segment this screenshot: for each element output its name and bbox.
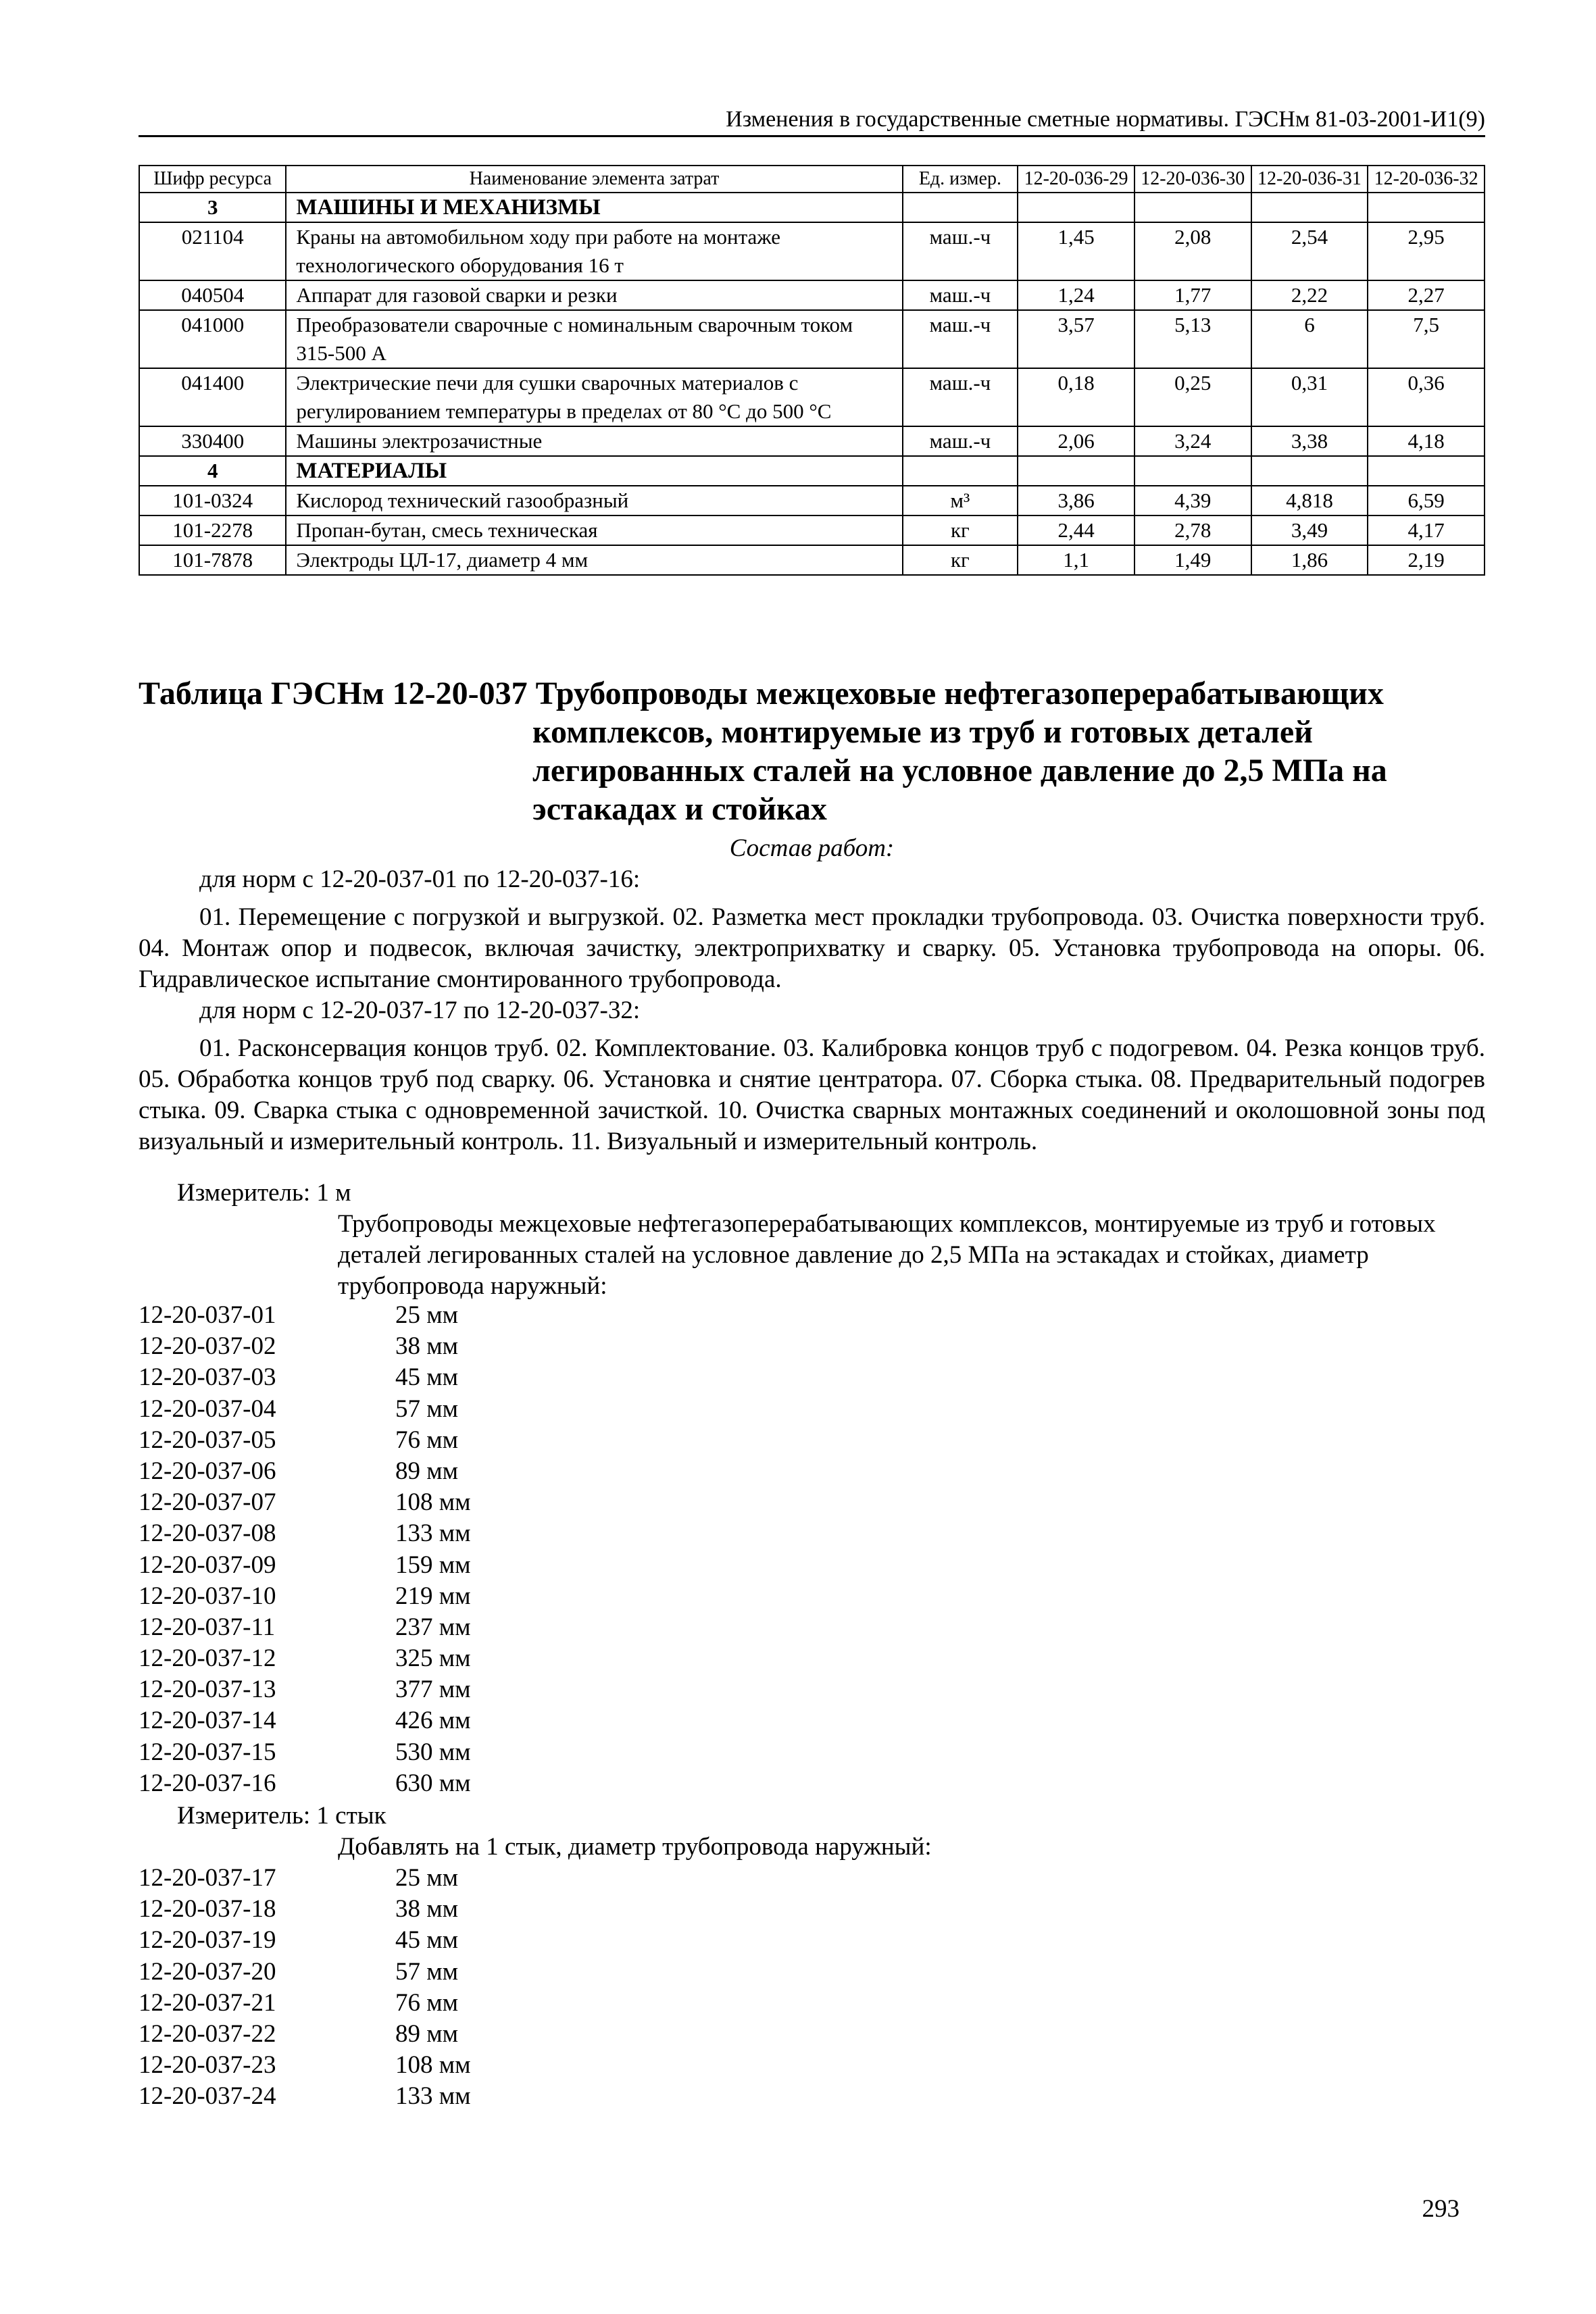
header-name: Наименование элемента затрат [286,166,902,193]
list-item [139,1456,471,1487]
list-item [139,1925,471,1956]
value-col2: 0,25 [1134,368,1251,426]
value-col4: 7,5 [1368,310,1485,368]
pipe-diameter: 45 мм [395,1926,459,1955]
value-col4: 0,36 [1368,368,1485,426]
pipe-diameter: 76 мм [395,1426,459,1454]
list-item [139,1300,471,1331]
measurer-meter: Измеритель: 1 м [177,1179,351,1207]
works-group2-text: 01. Расконсервация концов труб. 02. Комплектование. 03. Калибровка концов труб с подогревом. 04. Резка концов труб. 05. Обработка концов труб под сварку. 06. Установка и снятие центратора. 07. Сборка стыка. 08. Предварительный подогрев стыка. 09. Сварка стыка с одновременной зачисткой. 10. Очистка сварных монтажных соединений и околошовной зоны под визуальный и измерительный контроль. 11. Визуальный и измерительный контроль. [139,1034,1485,1155]
norm-code: 12-20-037-14 [139,1707,276,1735]
table-row [139,426,1485,456]
resource-code: 021104 [139,222,286,280]
value-col2: 1,77 [1134,280,1251,310]
section-code: 3 [139,193,286,222]
value-col2: 5,13 [1134,310,1251,368]
norm-code: 12-20-037-03 [139,1363,276,1392]
value-col4: 4,18 [1368,426,1485,456]
resource-name: Электрические печи для сушки сварочных материалов с регулированием температуры в пределах от 80 °С до 500 °С [286,368,902,426]
resource-unit: кг [903,545,1018,575]
norm-code: 12-20-037-17 [139,1864,276,1892]
resource-name: Пропан-бутан, смесь техническая [286,515,902,545]
norm-code: 12-20-037-04 [139,1394,276,1423]
list-item [139,1894,471,1925]
list-item [139,1674,471,1705]
value-col1: 3,86 [1018,486,1134,515]
pipe-diameter: 89 мм [395,1457,459,1485]
works-block [139,864,1485,1157]
list-item [139,1331,471,1362]
header-col2: 12-20-036-30 [1134,166,1251,193]
header-unit: Ед. измер. [903,166,1018,193]
list-item [139,1550,471,1581]
resource-unit: маш.-ч [903,368,1018,426]
resource-code: 101-0324 [139,486,286,515]
value-col2: 2,08 [1134,222,1251,280]
section-row-machines [139,193,1485,222]
pipe-diameter: 219 мм [395,1582,471,1610]
title-line: легированных сталей на условное давление до 2,5 МПа на [532,753,1387,788]
resource-code: 041400 [139,368,286,426]
table-row [139,280,1485,310]
header-col1: 12-20-036-29 [1018,166,1134,193]
norm-code: 12-20-037-24 [139,2082,276,2111]
section-row-materials [139,456,1485,486]
norm-code: 12-20-037-01 [139,1301,276,1329]
resource-unit: м³ [903,486,1018,515]
resource-name: Электроды ЦЛ-17, диаметр 4 мм [286,545,902,575]
list-item [139,1612,471,1643]
resource-unit: маш.-ч [903,280,1018,310]
norm-code: 12-20-037-18 [139,1895,276,1923]
list-item [139,1643,471,1674]
norm-code: 12-20-037-13 [139,1676,276,1704]
table-row [139,368,1485,426]
resource-code: 041000 [139,310,286,368]
norm-code: 12-20-037-05 [139,1426,276,1454]
works-group1-text: 01. Перемещение с погрузкой и выгрузкой. 02. Разметка мест прокладки трубопровода. 03. Очистка поверхности труб. 04. Монтаж опор и подвесок, включая зачистку, электроприхватку и сварку. 05. Установка трубопровода на опоры. 06. Гидравлическое испытание смонтированного трубопровода. [139,903,1485,993]
value-col4: 2,27 [1368,280,1485,310]
norm-code: 12-20-037-23 [139,2051,276,2080]
list-item [139,1705,471,1736]
value-col3: 3,49 [1251,515,1368,545]
value-col2: 1,49 [1134,545,1251,575]
pipe-diameter: 89 мм [395,2019,459,2048]
header-code: Шифр ресурса [139,166,286,193]
running-header: Изменения в государственные сметные нормативы. ГЭСНм 81-03-2001-И1(9) [139,104,1485,137]
list-item [139,1518,471,1549]
resource-unit: кг [903,515,1018,545]
value-col1: 2,06 [1018,426,1134,456]
pipe-diameter: 108 мм [395,1488,471,1517]
pipe-diameter: 57 мм [395,1394,459,1423]
pipe-diameter: 57 мм [395,1957,459,1986]
works-title: Состав работ: [729,834,895,862]
pipe-diameter: 25 мм [395,1864,459,1892]
list-item [139,1768,471,1799]
resource-code: 101-7878 [139,545,286,575]
norm-code: 12-20-037-02 [139,1332,276,1361]
value-col3: 0,31 [1251,368,1368,426]
list-item [139,1863,471,1894]
pipe-diameter: 325 мм [395,1644,471,1673]
norm-code: 12-20-037-19 [139,1926,276,1955]
norm-code: 12-20-037-15 [139,1738,276,1766]
list-item [139,1988,471,2019]
pipe-diameter: 38 мм [395,1332,459,1361]
pipe-diameter: 530 мм [395,1738,471,1766]
norm-code: 12-20-037-12 [139,1644,276,1673]
resource-name: Кислород технический газообразный [286,486,902,515]
value-col1: 1,1 [1018,545,1134,575]
value-col2: 3,24 [1134,426,1251,456]
spec-description-2: Добавлять на 1 стык, диаметр трубопровода наружный: [338,1833,932,1861]
resource-table [139,165,1485,576]
norm-table-title [139,674,1485,828]
list-item [139,2050,471,2081]
value-col3: 2,22 [1251,280,1368,310]
spec-description-1: Трубопроводы межцеховые нефтегазоперерабатывающих комплексов, монтируемые из труб и готовых деталей легированных сталей на условное давление до 2,5 МПа на эстакадах и стойках, диаметр трубопровода наружный: [338,1210,1436,1300]
pipe-diameter: 45 мм [395,1363,459,1392]
pipe-diameter: 377 мм [395,1676,471,1704]
title-line: эстакадах и стойках [532,791,827,827]
works-group2-label: для норм с 12-20-037-17 по 12-20-037-32: [199,997,641,1024]
resource-unit: маш.-ч [903,310,1018,368]
list-item [139,1425,471,1456]
resource-code: 330400 [139,426,286,456]
list-item [139,1362,471,1393]
title-line: Таблица ГЭСНм 12-20-037 Трубопроводы межцеховые нефтегазоперерабатывающих [139,676,1384,711]
measurer-joint: Измеритель: 1 стык [177,1802,386,1830]
header-col4: 12-20-036-32 [1368,166,1485,193]
header-col3: 12-20-036-31 [1251,166,1368,193]
value-col2: 4,39 [1134,486,1251,515]
table-row [139,310,1485,368]
norm-code: 12-20-037-08 [139,1519,276,1548]
norm-code-list-2 [139,1863,471,2113]
pipe-diameter: 108 мм [395,2051,471,2080]
resource-code: 101-2278 [139,515,286,545]
table-row [139,486,1485,515]
resource-code: 040504 [139,280,286,310]
value-col4: 2,95 [1368,222,1485,280]
list-item [139,1737,471,1768]
value-col1: 1,45 [1018,222,1134,280]
title-line: комплексов, монтируемые из труб и готовых деталей [532,714,1313,750]
resource-name: Аппарат для газовой сварки и резки [286,280,902,310]
value-col3: 3,38 [1251,426,1368,456]
pipe-diameter: 38 мм [395,1895,459,1923]
list-item [139,2019,471,2050]
resource-table-body [139,193,1485,575]
norm-code: 12-20-037-16 [139,1769,276,1797]
table-row [139,515,1485,545]
pipe-diameter: 133 мм [395,2082,471,2111]
table-row [139,545,1485,575]
pipe-diameter: 159 мм [395,1551,471,1579]
resource-unit: маш.-ч [903,222,1018,280]
resource-name: Преобразователи сварочные с номинальным сварочным током 315-500 А [286,310,902,368]
page-number: 293 [1422,2195,1460,2223]
works-group1-label: для норм с 12-20-037-01 по 12-20-037-16: [199,865,641,893]
value-col1: 0,18 [1018,368,1134,426]
norm-code: 12-20-037-21 [139,1988,276,2017]
pipe-diameter: 630 мм [395,1769,471,1797]
value-col4: 6,59 [1368,486,1485,515]
pipe-diameter: 237 мм [395,1613,471,1641]
norm-code-list-1 [139,1300,471,1799]
list-item [139,1581,471,1612]
value-col3: 1,86 [1251,545,1368,575]
norm-code: 12-20-037-07 [139,1488,276,1517]
resource-unit: маш.-ч [903,426,1018,456]
norm-code: 12-20-037-20 [139,1957,276,1986]
value-col2: 2,78 [1134,515,1251,545]
table-row [139,222,1485,280]
value-col3: 4,818 [1251,486,1368,515]
value-col1: 2,44 [1018,515,1134,545]
pipe-diameter: 426 мм [395,1707,471,1735]
table-header-row [139,166,1485,193]
resource-name: Машины электрозачистные [286,426,902,456]
pipe-diameter: 133 мм [395,1519,471,1548]
section-code: 4 [139,456,286,486]
pipe-diameter: 25 мм [395,1301,459,1329]
norm-code: 12-20-037-10 [139,1582,276,1610]
value-col4: 2,19 [1368,545,1485,575]
value-col3: 6 [1251,310,1368,368]
pipe-diameter: 76 мм [395,1988,459,2017]
resource-name: Краны на автомобильном ходу при работе на монтаже технологического оборудования 16 т [286,222,902,280]
norm-code: 12-20-037-22 [139,2019,276,2048]
list-item [139,2081,471,2112]
norm-code: 12-20-037-11 [139,1613,276,1641]
norm-code: 12-20-037-06 [139,1457,276,1485]
value-col1: 3,57 [1018,310,1134,368]
list-item [139,1394,471,1425]
section-name: МАШИНЫ И МЕХАНИЗМЫ [286,193,902,222]
norm-code: 12-20-037-09 [139,1551,276,1579]
list-item [139,1487,471,1518]
value-col3: 2,54 [1251,222,1368,280]
section-name: МАТЕРИАЛЫ [286,456,902,486]
value-col1: 1,24 [1018,280,1134,310]
list-item [139,1957,471,1988]
value-col4: 4,17 [1368,515,1485,545]
